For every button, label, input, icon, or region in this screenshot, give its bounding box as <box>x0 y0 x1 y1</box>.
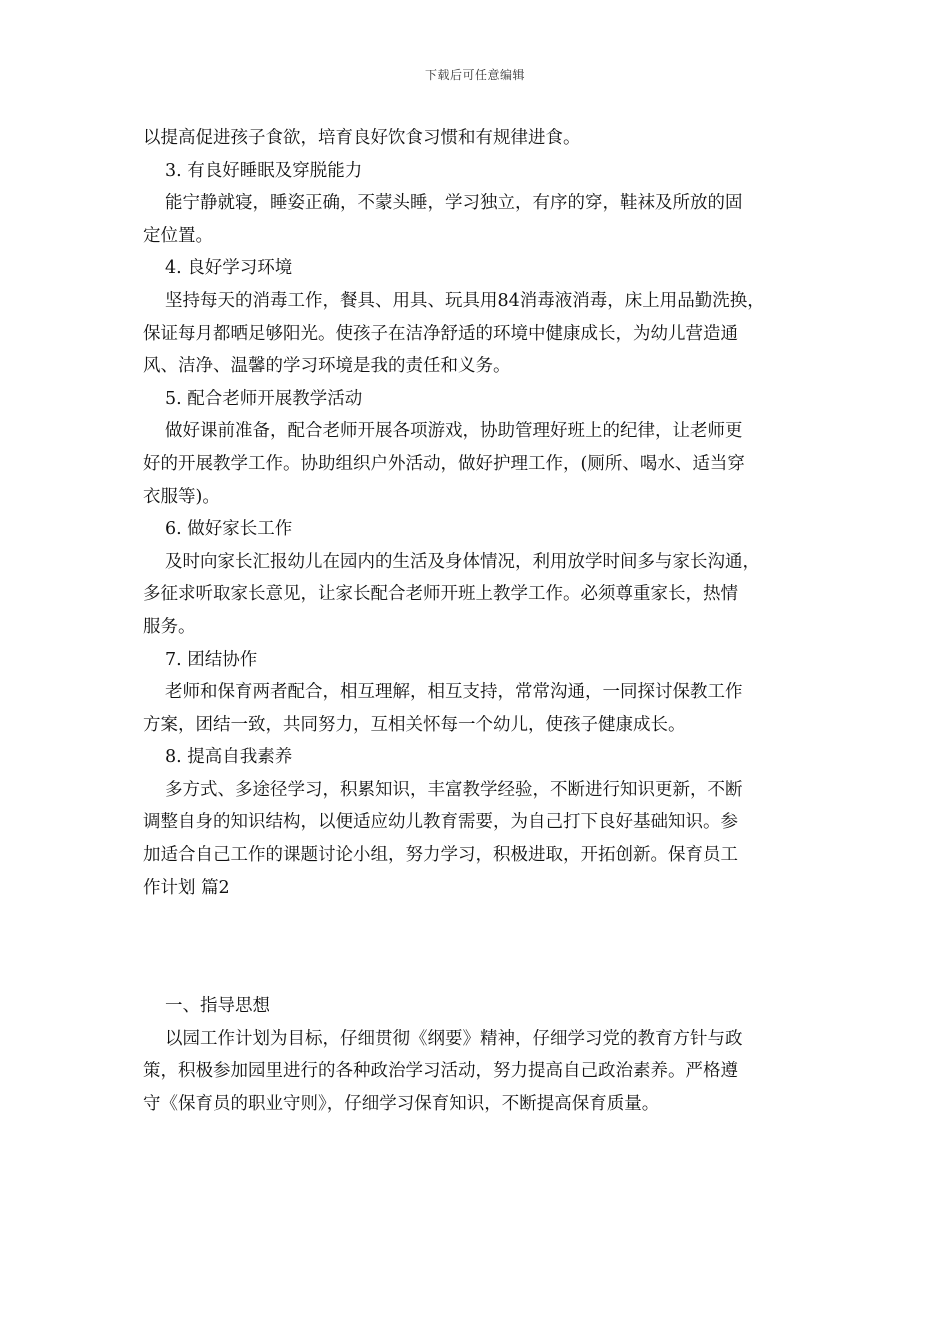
paragraph-line: 定位置。 <box>143 225 213 246</box>
paragraph-line: 守《保育员的职业守则》，仔细学习保育知识，不断提高保育质量。 <box>143 1094 660 1115</box>
paragraph-line: 服务。 <box>143 616 196 637</box>
paragraph-line: 多方式、多途径学习，积累知识，丰富教学经验，不断进行知识更新，不断 <box>165 779 743 800</box>
document-body <box>143 122 833 1121</box>
paragraph-line: 做好课前准备，配合老师开展各项游戏，协助管理好班上的纪律，让老师更 <box>165 421 743 442</box>
section-heading: 6. 做好家长工作 <box>165 519 293 540</box>
section-spacer <box>143 904 833 990</box>
paragraph-line: 策，积极参加园里进行的各种政治学习活动，努力提高自己政治素养。严格遵 <box>143 1061 738 1082</box>
section-heading: 一、指导思想 <box>165 996 270 1017</box>
paragraph-line: 保证每月都晒足够阳光。使孩子在洁净舒适的环境中健康成长，为幼儿营造通 <box>143 323 738 344</box>
paragraph-line: 方案，团结一致，共同努力，互相关怀每一个幼儿，使孩子健康成长。 <box>143 714 686 735</box>
paragraph-line: 作计划 篇2 <box>143 877 230 898</box>
paragraph-line: 加适合自己工作的课题讨论小组，努力学习，积极进取，开拓创新。保育员工 <box>143 845 738 866</box>
section-heading: 5. 配合老师开展教学活动 <box>165 388 363 409</box>
paragraph-line: 好的开展教学工作。协助组织户外活动，做好护理工作，(厕所、喝水、适当穿 <box>143 453 745 474</box>
paragraph-line: 以提高促进孩子食欲，培育良好饮食习惯和有规律进食。 <box>143 128 581 148</box>
paragraph-line: 以园工作计划为目标，仔细贯彻《纲要》精神，仔细学习党的教育方针与政 <box>165 1028 743 1049</box>
paragraph-line: 老师和保育两者配合，相互理解，相互支持，常常沟通，一同探讨保教工作 <box>165 682 743 703</box>
paragraph-line: 能宁静就寝，睡姿正确，不蒙头睡，学习独立，有序的穿，鞋袜及所放的固 <box>165 193 743 214</box>
paragraph-line: 调整自身的知识结构，以便适应幼儿教育需要，为自己打下良好基础知识。参 <box>143 812 738 833</box>
paragraph-line: 坚持每天的消毒工作，餐具、用具、玩具用84消毒液消毒，床上用品勤洗换， <box>165 290 765 311</box>
section-heading: 3. 有良好睡眠及穿脱能力 <box>165 160 363 181</box>
page-header: 下载后可任意编辑 <box>424 68 525 82</box>
paragraph-line: 及时向家长汇报幼儿在园内的生活及身体情况，利用放学时间多与家长沟通， <box>165 551 760 572</box>
section-heading: 4. 良好学习环境 <box>165 258 293 279</box>
paragraph-line: 衣服等)。 <box>143 486 220 507</box>
paragraph-line: 多征求听取家长意见，让家长配合老师开班上教学工作。必须尊重家长，热情 <box>143 584 738 605</box>
section-heading: 8. 提高自我素养 <box>165 747 293 768</box>
section-heading: 7. 团结协作 <box>165 649 258 670</box>
paragraph-line: 风、洁净、温馨的学习环境是我的责任和义务。 <box>143 356 511 377</box>
